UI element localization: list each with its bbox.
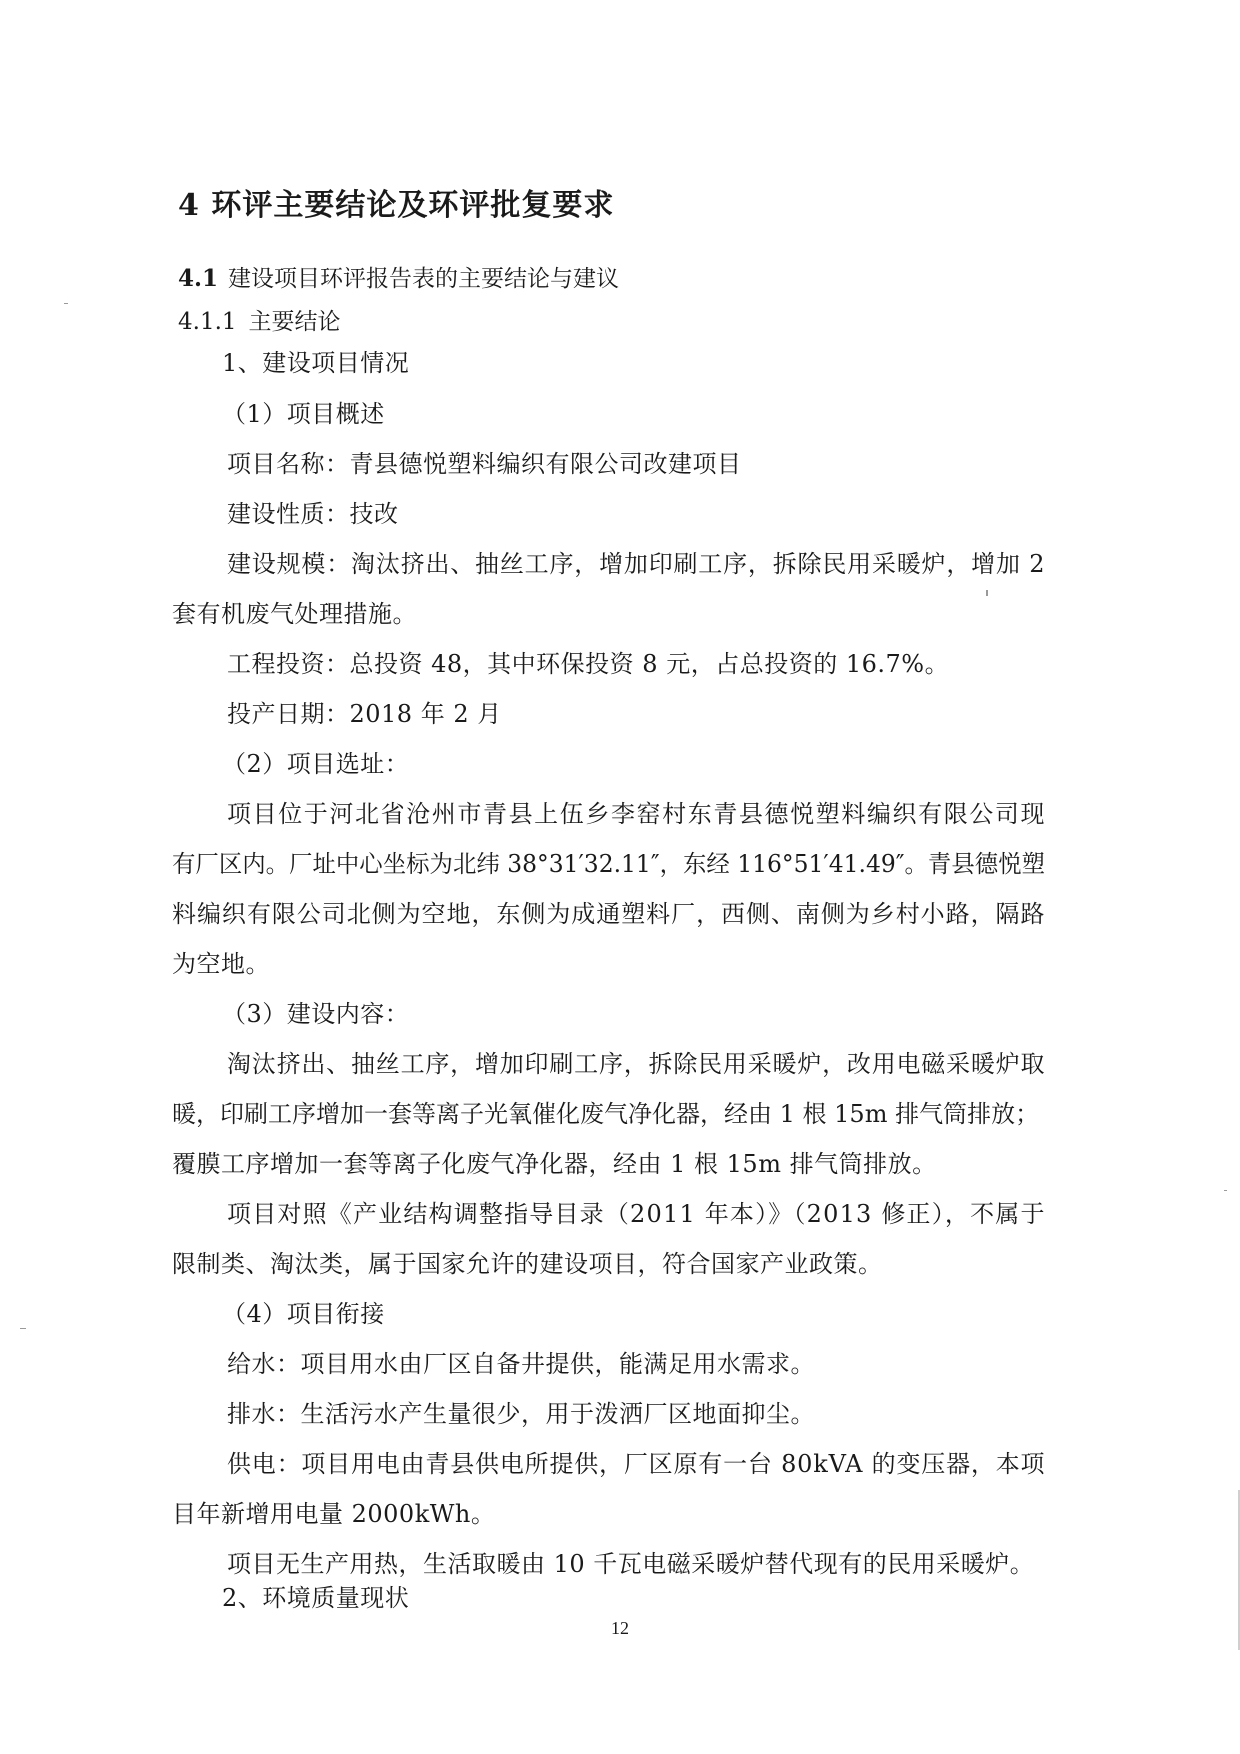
body-line: 有厂区内。厂址中心坐标为北纬 38°31′32.11″，东经 116°51′41.49″。青县德悦塑	[172, 850, 1045, 878]
subsection-title: 主要结论	[248, 309, 341, 335]
sub-item-heading: （3）建设内容：	[222, 1000, 410, 1028]
sub-item-heading: （1）项目概述	[222, 400, 385, 428]
body-line: 给水：项目用水由厂区自备井提供，能满足用水需求。	[227, 1350, 815, 1378]
section-title: 建设项目环评报告表的主要结论与建议	[228, 266, 620, 292]
body-line: 工程投资：总投资 48，其中环保投资 8 元，占总投资的 16.7%。	[227, 650, 950, 678]
section-heading	[178, 260, 619, 293]
body-line: 项目位于河北省沧州市青县上伍乡李窑村东青县德悦塑料编织有限公司现	[227, 800, 1047, 828]
body-line: 供电：项目用电由青县供电所提供，厂区原有一台 80kVA 的变压器，本项	[227, 1450, 1046, 1478]
section-number: 4.1	[178, 265, 219, 292]
chapter-title: 环评主要结论及环评批复要求	[211, 188, 615, 223]
chapter-number: 4	[178, 188, 200, 223]
subsection-heading	[178, 303, 341, 336]
body-line: 套有机废气处理措施。	[172, 600, 417, 628]
subsection-number: 4.1.1	[178, 309, 237, 335]
body-line: 料编织有限公司北侧为空地，东侧为成通塑料厂，西侧、南侧为乡村小路，隔路	[172, 900, 1046, 928]
body-line: 建设规模：淘汰挤出、抽丝工序，增加印刷工序，拆除民用采暖炉，增加 2	[227, 550, 1046, 578]
body-line: 投产日期：2018 年 2 月	[227, 700, 502, 728]
scan-speck	[1224, 1190, 1227, 1191]
chapter-heading	[178, 180, 614, 224]
body-line: 覆膜工序增加一套等离子化废气净化器，经由 1 根 15m 排气筒排放。	[172, 1150, 937, 1178]
item-heading: 2、环境质量现状	[222, 1584, 410, 1612]
body-line: 为空地。	[172, 950, 270, 978]
body-line: 项目名称：青县德悦塑料编织有限公司改建项目	[227, 450, 742, 478]
body-line: 排水：生活污水产生量很少，用于泼洒厂区地面抑尘。	[227, 1400, 815, 1428]
scan-speck	[20, 1328, 26, 1329]
sub-item-heading: （4）项目衔接	[222, 1300, 385, 1328]
scan-speck	[986, 590, 988, 596]
sub-item-heading: （2）项目选址：	[222, 750, 410, 778]
page-number: 12	[611, 1618, 629, 1638]
body-line: 限制类、淘汰类，属于国家允许的建设项目，符合国家产业政策。	[172, 1250, 883, 1278]
body-line: 暖，印刷工序增加一套等离子光氧催化废气净化器，经由 1 根 15m 排气筒排放；	[172, 1100, 1040, 1128]
scan-speck	[64, 303, 68, 304]
body-line: 建设性质：技改	[227, 500, 399, 528]
body-line: 淘汰挤出、抽丝工序，增加印刷工序，拆除民用采暖炉，改用电磁采暖炉取	[227, 1050, 1046, 1078]
body-line: 项目对照《产业结构调整指导目录（2011 年本）》（2013 修正），不属于	[227, 1200, 1046, 1228]
body-line: 项目无生产用热，生活取暖由 10 千瓦电磁采暖炉替代现有的民用采暖炉。	[227, 1550, 1035, 1578]
item-heading: 1、建设项目情况	[222, 349, 410, 377]
body-line: 目年新增用电量 2000kWh。	[172, 1500, 496, 1528]
